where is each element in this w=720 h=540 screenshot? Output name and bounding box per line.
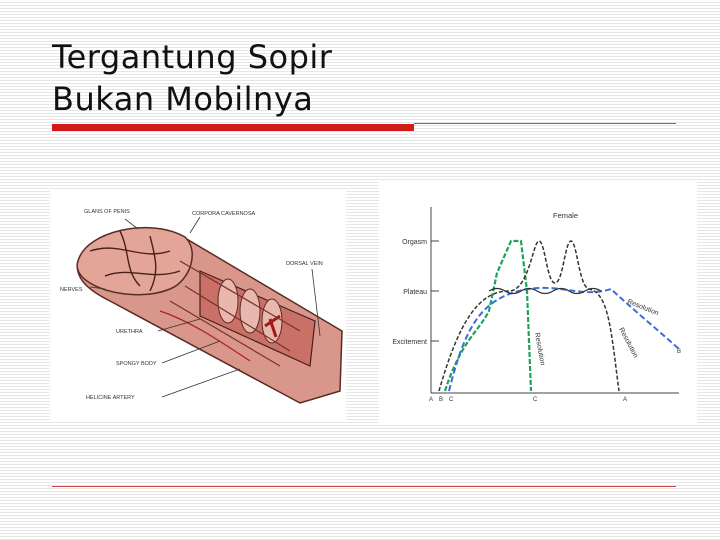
level-orgasm: Orgasm (402, 239, 427, 246)
title-divider-line (414, 123, 676, 124)
curve-c (445, 241, 531, 391)
plateau-wave (489, 289, 601, 294)
label-resolution-a: Resolution (617, 326, 639, 360)
footer-divider-line (52, 486, 676, 487)
end-letter-c: C (533, 397, 538, 403)
response-cycle-drawing (379, 181, 697, 425)
anatomy-drawing (50, 191, 346, 421)
label-corpora: CORPORA CAVERNOSA (192, 211, 256, 217)
chart-title: Female (553, 211, 579, 220)
end-letter-b: B (677, 349, 682, 355)
title-line-1: Tergantung Sopir (52, 38, 333, 76)
x-letter-c: C (449, 397, 454, 403)
label-glans: GLANS OF PENIS (84, 209, 130, 215)
x-letter-b: B (439, 397, 444, 403)
label-nerves: NERVES (60, 287, 83, 293)
label-urethra: URETHRA (116, 329, 143, 335)
title-accent-bar (52, 124, 414, 131)
x-letter-a: A (429, 397, 434, 403)
label-dorsal-vein: DORSAL VEIN (286, 261, 323, 267)
curve-b (449, 288, 682, 391)
label-artery: HELICINE ARTERY (86, 395, 135, 401)
level-excitement: Excitement (392, 339, 427, 346)
label-spongy-body: SPONGY BODY (116, 361, 157, 367)
slide-title (52, 36, 332, 120)
label-resolution-b: Resolution (626, 298, 660, 318)
end-letter-a: A (623, 397, 628, 403)
response-cycle-chart (379, 181, 697, 425)
label-resolution-c: Resolution (533, 332, 546, 366)
level-plateau: Plateau (403, 289, 427, 296)
anatomy-illustration (50, 191, 346, 421)
title-line-2: Bukan Mobilnya (52, 80, 314, 118)
